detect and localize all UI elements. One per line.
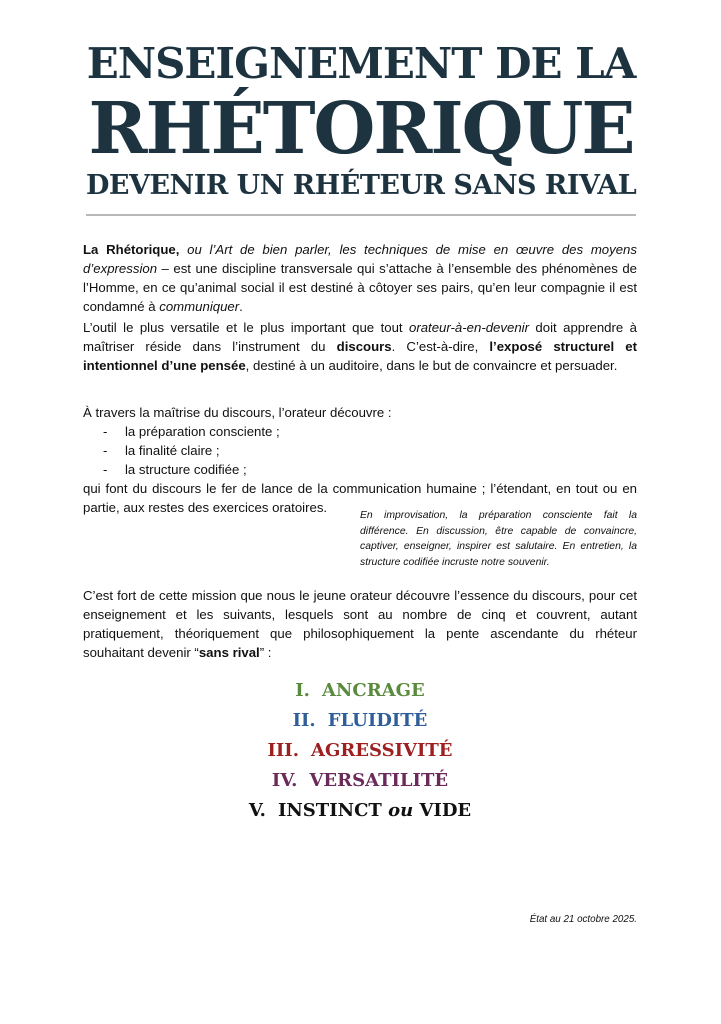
section-number: II. <box>292 710 316 731</box>
list-item-text: la préparation consciente ; <box>125 424 280 439</box>
section-4 <box>120 766 600 796</box>
title-line-1: ENSEIGNEMENT DE LA <box>86 39 636 88</box>
para2-strong-definition: l’exposé structurel et intentionnel d’une pensée <box>83 339 638 373</box>
intro-rest: – est une discipline transversale qui s’attache à l’ensemble des phénomènes de l’Homme, en ce qu’animal social il est destiné à côtoyer ses pairs, qu’en leur compagnie il est condamné à <box>83 261 637 314</box>
intro-paragraph <box>83 240 637 316</box>
maitrise-paragraph <box>83 403 637 517</box>
sections-list <box>120 676 600 826</box>
para2-strong-discours: discours <box>336 339 392 354</box>
para2-text-d: , destiné à un auditoire, dans le but de convaincre et persuader. <box>245 358 618 373</box>
section-3 <box>120 736 600 766</box>
list-item <box>83 441 637 460</box>
title-block <box>86 38 636 206</box>
intro-rest-em: communiquer <box>159 299 240 314</box>
discours-paragraph <box>83 318 637 375</box>
para4-strong: sans rival <box>198 645 260 660</box>
section-1 <box>120 676 600 706</box>
date-footer: État au 21 octobre 2025. <box>529 914 637 925</box>
dash-bullet: - <box>103 443 108 458</box>
section-label-em: ou <box>388 800 414 821</box>
para3-lead: À travers la maîtrise du discours, l’orateur découvre : <box>83 405 392 420</box>
subtitle: DEVENIR UN RHÉTEUR SANS RIVAL <box>86 170 637 201</box>
para2-em: orateur-à-en-devenir <box>409 320 529 335</box>
mission-paragraph <box>83 586 637 662</box>
para4-text-b: ” : <box>259 645 272 660</box>
list-item <box>83 422 637 441</box>
section-label-b: VIDE <box>413 800 472 821</box>
section-number: IV. <box>271 770 298 791</box>
section-label: ANCRAGE <box>321 680 425 701</box>
title-line-2: RHÉTORIQUE <box>88 86 634 170</box>
dash-bullet: - <box>103 462 108 477</box>
section-5 <box>120 796 600 826</box>
para3-tail: qui font du discours le fer de lance de la communication humaine ; l’étendant, en tout ou en partie, aux restes des exercices oratoires. <box>83 481 637 515</box>
intro-definition: ou l’Art de bien parler, les techniques de mise en œuvre des moyens d’expression <box>83 242 637 276</box>
section-label-a: INSTINCT <box>277 800 389 821</box>
aside-note: En improvisation, la préparation consciente fait la différence. En discussion, être capable de convaincre, captiver, enseigner, inspirer est salutaire. En entretien, la structure codifiée incruste notre souvenir. <box>360 510 637 568</box>
title-divider <box>86 214 636 216</box>
intro-rest-end: . <box>239 299 243 314</box>
para2-text-c: . C’est-à-dire, <box>391 339 490 354</box>
intro-term: La Rhétorique, <box>83 242 180 257</box>
list-item <box>83 460 637 479</box>
section-2 <box>120 706 600 736</box>
para2-text-b: doit apprendre à maîtriser réside dans l’instrument du <box>83 320 637 354</box>
list-item-text: la structure codifiée ; <box>125 462 247 477</box>
para4-text-a: C’est fort de cette mission que nous le jeune orateur découvre l’essence du discours, pour cet enseignement et les suivants, lesquels sont au nombre de cinq et couvrent, autant pratiquement, théoriquement que philosophiquement la pente ascendante du rhéteur souhaitant devenir “ <box>83 588 637 660</box>
benefits-list <box>83 422 637 479</box>
section-label: FLUIDITÉ <box>327 710 428 731</box>
dash-bullet: - <box>103 424 108 439</box>
section-number: V. <box>248 800 266 821</box>
section-number: I. <box>295 680 310 701</box>
section-number: III. <box>267 740 299 761</box>
list-item-text: la finalité claire ; <box>125 443 220 458</box>
section-label: AGRESSIVITÉ <box>310 740 453 761</box>
section-label: VERSATILITÉ <box>309 770 449 791</box>
para2-text-a: L’outil le plus versatile et le plus important que tout <box>83 320 409 335</box>
